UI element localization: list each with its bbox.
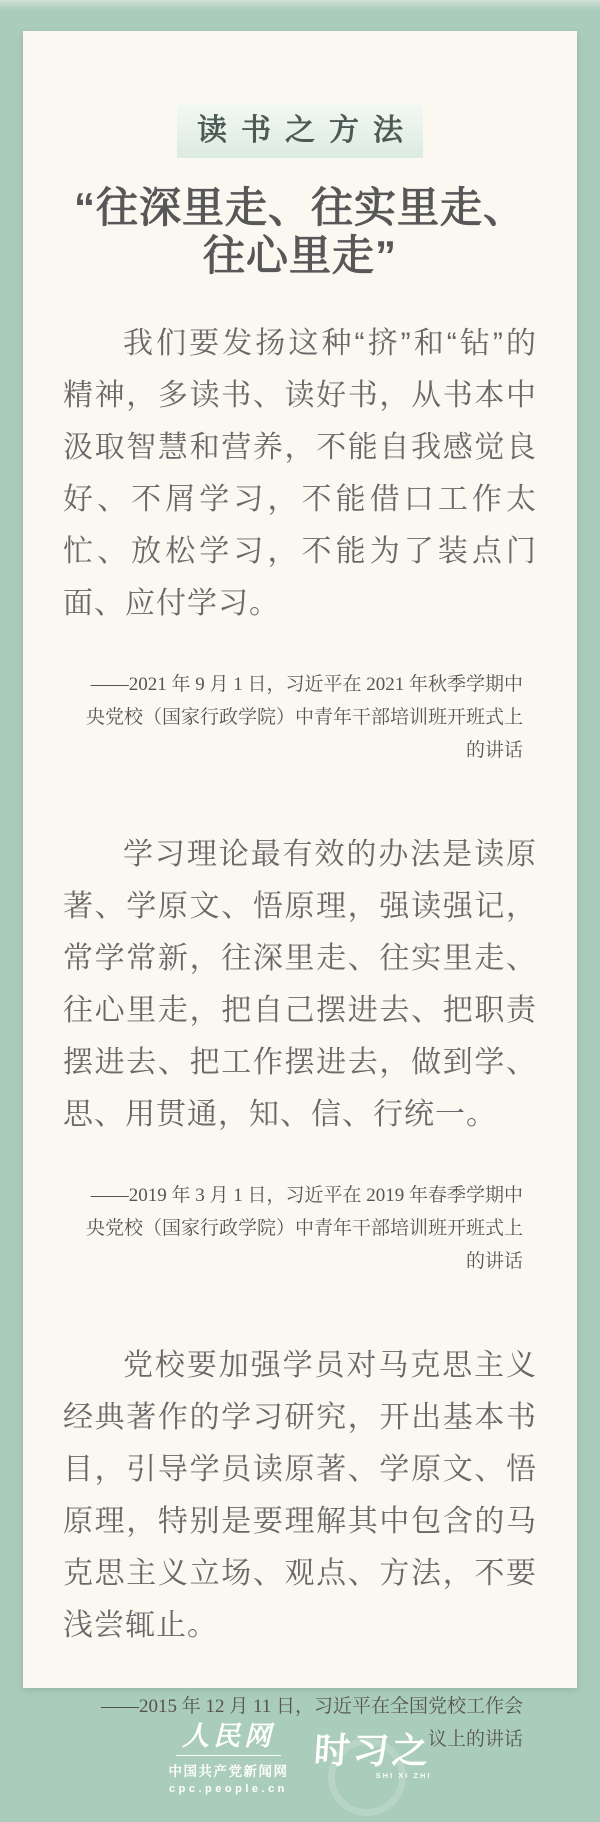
- quote-source: ——2021 年 9 月 1 日，习近平在 2021 年秋季学期中央党校（国家行政学院）中青年干部培训班开班式上的讲话: [85, 674, 523, 761]
- topic-badge: [177, 103, 423, 158]
- quote-block: [63, 829, 537, 1278]
- quote-text: 学习理论最有效的办法是读原著、学原文、悟原理，强读强记，常学常新，往深里走、往实里走、往心里走，把自己摆进去、把职责摆进去、把工作摆进去，做到学、思、用贯通，知、信、行统一。: [63, 838, 537, 1131]
- quote-text: 我们要发扬这种“挤”和“钻”的精神，多读书、读好书，从书本中汲取智慧和营养，不能自我感觉良好、不屑学习，不能借口工作太忙、放松学习，不能为了装点门面、应付学习。: [63, 327, 537, 620]
- shixizhi-logo: [314, 1732, 431, 1780]
- quote-block: [63, 318, 537, 767]
- headline: “往深里走、往实里走、往心里走”: [73, 184, 526, 279]
- cpc-news-url: cpc.people.cn: [169, 1782, 288, 1795]
- footer: [0, 1688, 600, 1822]
- shixizhi-wordmark: 时习之: [313, 1730, 433, 1771]
- topic-badge-label: 读书之方法: [197, 113, 417, 147]
- quote-list: [63, 318, 537, 1756]
- shixizhi-pinyin: SHI XI ZHI: [375, 1771, 432, 1780]
- peoples-daily-online-logo: [168, 1722, 288, 1795]
- renminwang-wordmark: 人民网: [176, 1722, 281, 1756]
- quote-text: 党校要加强学员对马克思主义经典著作的学习研究，开出基本书目，引导学员读原著、学原文、悟原理，特别是要理解其中包含的马克思主义立场、观点、方法，不要浅尝辄止。: [63, 1349, 537, 1642]
- frame-top-highlight: [0, 0, 600, 10]
- quote-source: ——2015 年 12 月 11 日，习近平在全国党校工作会议上的讲话: [100, 1696, 523, 1750]
- cpc-news-site-label: 中国共产党新闻网: [168, 1763, 289, 1779]
- quote-source: ——2019 年 3 月 1 日，习近平在 2019 年春季学期中央党校（国家行政学院）中青年干部培训班开班式上的讲话: [85, 1185, 523, 1272]
